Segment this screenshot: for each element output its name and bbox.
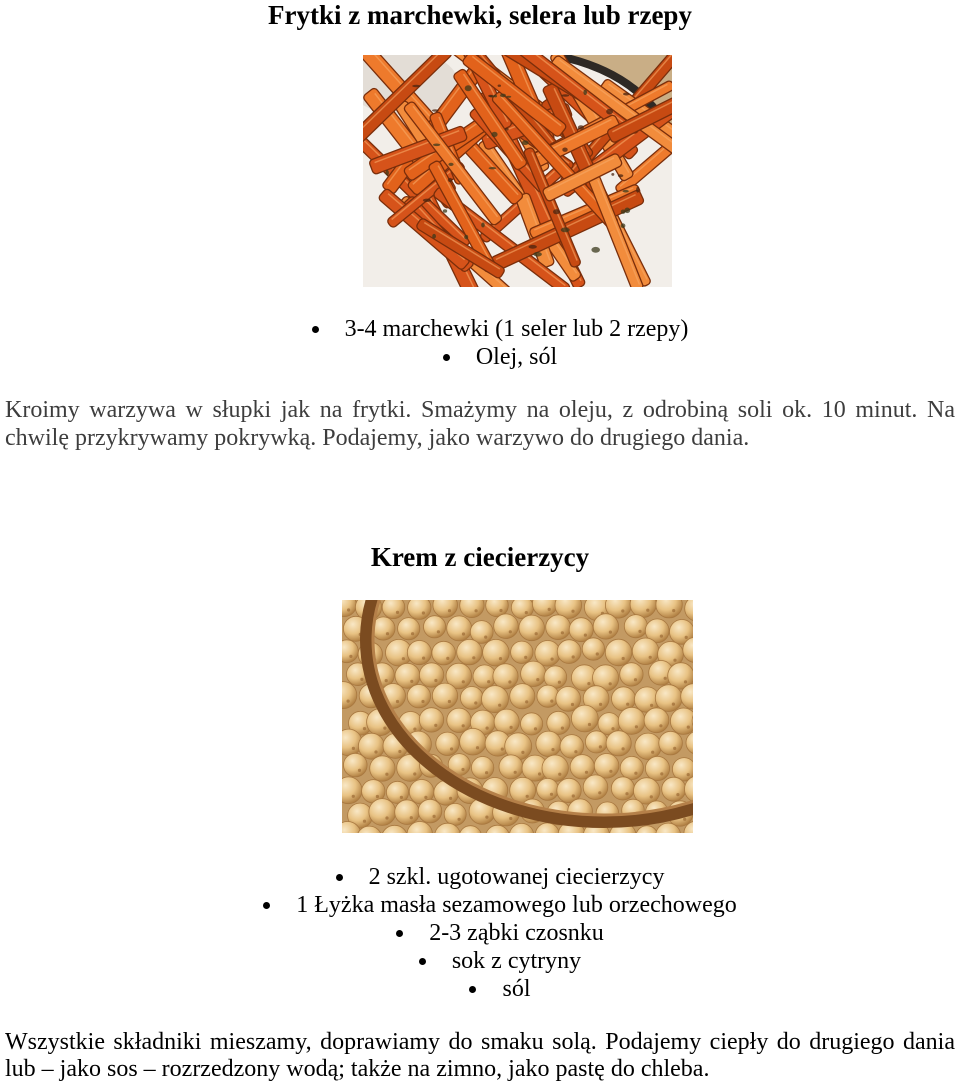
chickpea (369, 799, 396, 826)
bullet-dot-icon (336, 874, 343, 881)
herb-speck (505, 128, 509, 131)
chickpea (447, 708, 471, 732)
herb-speck (624, 208, 630, 214)
chickpea (620, 756, 643, 779)
recipe-2-ingredients (40, 863, 960, 1003)
herb-speck (432, 109, 439, 111)
ingredient-text: sól (502, 976, 531, 1002)
carrot-fries-photo (363, 55, 672, 287)
ingredient-text: 2-3 ząbki czosnku (429, 920, 604, 946)
chickpea (521, 713, 543, 735)
bullet-dot-icon (396, 930, 403, 937)
chickpea (418, 799, 442, 823)
ingredient-item (40, 947, 960, 975)
chickpea (593, 614, 618, 639)
chickpea (398, 618, 420, 640)
recipe-1-title: Frytki z marchewki, selera lub rzepy (268, 0, 692, 30)
herb-speck (465, 85, 472, 91)
herb-speck (561, 94, 569, 96)
herb-speck (623, 93, 630, 96)
chickpea (407, 641, 431, 665)
ingredient-item (40, 863, 960, 891)
ingredient-text: 3-4 marchewki (1 seler lub 2 rzepy) (344, 316, 689, 342)
bullet-dot-icon (443, 354, 450, 361)
herb-speck (533, 252, 542, 257)
herb-speck (481, 223, 485, 228)
ingredient-item (40, 975, 960, 1003)
herb-speck (500, 94, 506, 98)
chickpeas-photo (342, 600, 693, 833)
chickpea (645, 756, 669, 780)
chickpea (482, 686, 509, 713)
chickpea (519, 615, 545, 641)
chickpea (511, 641, 533, 663)
chickpea (606, 731, 631, 756)
chickpea (471, 757, 493, 779)
chickpea (419, 663, 443, 687)
bullet-dot-icon (263, 902, 270, 909)
herb-speck (618, 174, 623, 177)
herb-speck (386, 170, 389, 176)
bullet-dot-icon (469, 986, 476, 993)
chickpea (655, 685, 682, 712)
chickpea (382, 600, 405, 619)
recipe-2-instructions: Wszystkie składniki mieszamy, doprawiamy do smaku solą. Podajemy ciepły do drugiego dania lub – jako sos – rozrzedzony wodą; także na zimno, jako pastę do chleba. (5, 1029, 955, 1082)
chickpea (571, 705, 598, 732)
chickpea (557, 640, 581, 664)
ingredient-text: 1 Łyżka masła sezamowego lub orzechowego (296, 892, 737, 918)
herb-speck (621, 223, 626, 228)
chickpea (424, 616, 446, 638)
chickpea (436, 732, 459, 755)
chickpea (510, 684, 535, 709)
chickpea (624, 615, 647, 638)
chickpea (585, 731, 607, 753)
recipe-1-ingredients (40, 315, 960, 371)
herb-speck (489, 167, 497, 169)
chickpea (483, 639, 510, 666)
chickpea (582, 638, 604, 660)
ingredient-item (40, 343, 960, 371)
chickpea (618, 707, 645, 734)
herb-speck (488, 95, 493, 97)
recipe-2-title: Krem z ciecierzycy (370, 542, 590, 572)
herb-speck (578, 125, 584, 129)
chickpea (521, 661, 546, 686)
herb-speck (561, 228, 570, 233)
bullet-dot-icon (312, 326, 319, 333)
chickpea (444, 803, 466, 825)
herb-speck (553, 209, 560, 214)
chickpea (493, 664, 518, 689)
bullet-dot-icon (419, 958, 426, 965)
chickpea (611, 777, 634, 800)
chickpea (662, 777, 686, 801)
chickpea (499, 755, 523, 779)
ingredient-text: 2 szkl. ugotowanej ciecierzycy (368, 864, 665, 890)
herb-speck (606, 109, 613, 115)
chickpea (570, 755, 594, 779)
chickpea (370, 756, 395, 781)
chickpea (537, 778, 559, 800)
ingredient-text: Olej, sól (475, 344, 558, 370)
chickpea (644, 708, 669, 733)
herb-speck (636, 187, 639, 193)
herb-speck (623, 190, 629, 193)
herb-speck (506, 96, 511, 98)
chickpea (408, 600, 431, 619)
chickpea (460, 728, 487, 755)
herb-speck (443, 209, 447, 213)
chickpea (632, 638, 659, 665)
chickpea (460, 687, 483, 710)
chickpeas-illustration (342, 600, 693, 833)
ingredient-item (40, 919, 960, 947)
herb-speck (448, 178, 452, 182)
herb-speck (448, 163, 453, 166)
herb-speck (412, 85, 420, 88)
chickpea (620, 663, 643, 686)
herb-speck (583, 90, 587, 95)
chickpea (536, 731, 561, 756)
chickpea (546, 615, 571, 640)
recipe-1-instructions: Kroimy warzywa w słupki jak na frytki. Smażymy na oleju, z odrobiną soli ok. 10 minut. Na chwilę przykrywamy pokrywką. Podajemy, jako warzywo do drugiego dania. (5, 397, 955, 451)
carrot-fries-illustration (363, 55, 672, 287)
herb-speck (432, 234, 436, 239)
herb-speck (498, 85, 501, 87)
chickpea (432, 641, 456, 665)
chickpea (583, 775, 608, 800)
chickpea (594, 754, 619, 779)
chickpea (457, 639, 482, 664)
ingredient-item (40, 315, 960, 343)
chickpea (344, 753, 368, 777)
chickpea (419, 708, 443, 732)
chickpea (494, 614, 519, 639)
herb-speck (522, 140, 529, 145)
herb-speck (611, 173, 614, 176)
chickpea (395, 800, 420, 825)
chickpea (659, 731, 683, 755)
chickpea (432, 683, 457, 708)
herb-speck (464, 235, 468, 240)
ingredient-text: sok z cytryny (451, 948, 582, 974)
chickpea (407, 685, 430, 708)
herb-speck (562, 148, 567, 152)
herb-speck (433, 144, 440, 147)
herb-speck (491, 132, 497, 137)
ingredient-item (40, 891, 960, 919)
chickpea (447, 616, 472, 641)
herb-speck (591, 247, 600, 253)
chickpea (635, 733, 661, 759)
chickpea (605, 639, 632, 666)
herb-speck (423, 199, 431, 202)
chickpea (670, 708, 693, 734)
chickpea (542, 755, 568, 781)
herb-speck (529, 245, 537, 249)
